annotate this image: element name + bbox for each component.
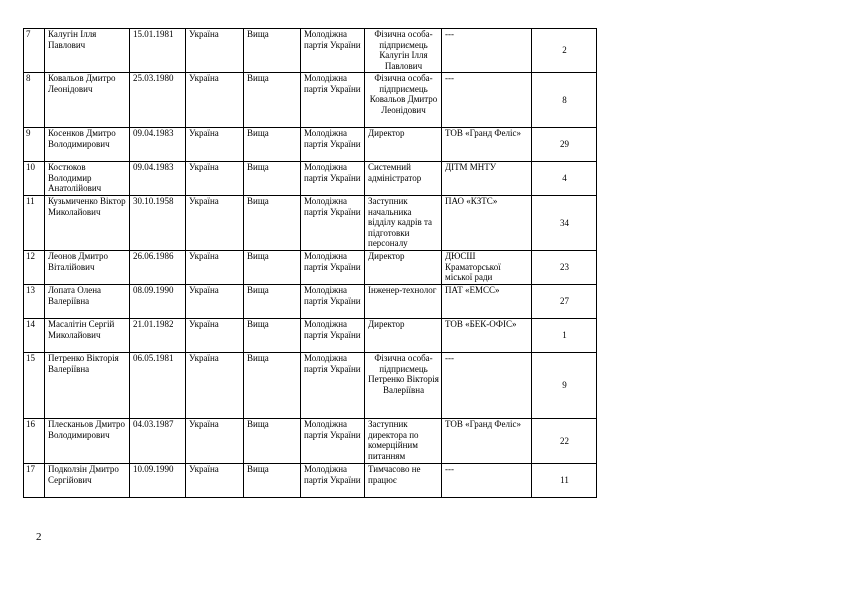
- row-number: 7: [24, 29, 45, 73]
- candidate-name: Петренко Вікторія Валеріївна: [45, 353, 130, 419]
- candidate-name: Подколзін Дмитро Сергійович: [45, 464, 130, 498]
- row-number: 11: [24, 196, 45, 251]
- citizenship: Україна: [186, 196, 244, 251]
- row-number: 12: [24, 251, 45, 285]
- citizenship: Україна: [186, 285, 244, 319]
- candidate-name: Кузьмиченко Віктор Миколайович: [45, 196, 130, 251]
- birth-date: 09.04.1983: [130, 162, 186, 196]
- party: Молодіжна партія України: [301, 128, 365, 162]
- table-row: [24, 162, 597, 196]
- table-row: [24, 128, 597, 162]
- citizenship: Україна: [186, 464, 244, 498]
- party: Молодіжна партія України: [301, 162, 365, 196]
- candidate-name: Плесканьов Дмитро Володимирович: [45, 419, 130, 464]
- table-body: [24, 29, 597, 498]
- votes: 27: [532, 285, 597, 319]
- citizenship: Україна: [186, 251, 244, 285]
- party: Молодіжна партія України: [301, 464, 365, 498]
- citizenship: Україна: [186, 128, 244, 162]
- row-number: 14: [24, 319, 45, 353]
- party: Молодіжна партія України: [301, 319, 365, 353]
- education: Вища: [244, 464, 301, 498]
- workplace: ДЮСШ Краматорської міської ради: [442, 251, 532, 285]
- birth-date: 21.01.1982: [130, 319, 186, 353]
- workplace: ТОВ «БЕК-ОФІС»: [442, 319, 532, 353]
- position: Інженер-технолог: [365, 285, 442, 319]
- table-row: [24, 285, 597, 319]
- position: Директор: [365, 319, 442, 353]
- table-row: [24, 251, 597, 285]
- workplace: ---: [442, 29, 532, 73]
- birth-date: 08.09.1990: [130, 285, 186, 319]
- education: Вища: [244, 251, 301, 285]
- party: Молодіжна партія України: [301, 73, 365, 128]
- education: Вища: [244, 29, 301, 73]
- birth-date: 06.05.1981: [130, 353, 186, 419]
- candidates-table: [23, 28, 597, 498]
- citizenship: Україна: [186, 29, 244, 73]
- education: Вища: [244, 353, 301, 419]
- candidate-name: Ковальов Дмитро Леонідович: [45, 73, 130, 128]
- workplace: ---: [442, 73, 532, 128]
- table-row: [24, 419, 597, 464]
- candidate-name: Косенков Дмитро Володимирович: [45, 128, 130, 162]
- page-number: 2: [36, 531, 42, 543]
- table-row: [24, 73, 597, 128]
- citizenship: Україна: [186, 419, 244, 464]
- birth-date: 04.03.1987: [130, 419, 186, 464]
- row-number: 8: [24, 73, 45, 128]
- position: Фізична особа-підприємець Петренко Вікторія Валеріївна: [365, 353, 442, 419]
- birth-date: 25.03.1980: [130, 73, 186, 128]
- education: Вища: [244, 73, 301, 128]
- row-number: 16: [24, 419, 45, 464]
- table-row: [24, 319, 597, 353]
- table-row: [24, 353, 597, 419]
- party: Молодіжна партія України: [301, 251, 365, 285]
- education: Вища: [244, 319, 301, 353]
- workplace: ---: [442, 464, 532, 498]
- citizenship: Україна: [186, 73, 244, 128]
- education: Вища: [244, 196, 301, 251]
- position: Фізична особа-підприємець Калугін Ілля Павлович: [365, 29, 442, 73]
- candidate-name: Леонов Дмитро Віталійович: [45, 251, 130, 285]
- birth-date: 09.04.1983: [130, 128, 186, 162]
- votes: 29: [532, 128, 597, 162]
- votes: 11: [532, 464, 597, 498]
- workplace: ---: [442, 353, 532, 419]
- position: Заступник начальника відділу кадрів та підготовки персоналу: [365, 196, 442, 251]
- candidate-name: Костюков Володимир Анатолійович: [45, 162, 130, 196]
- votes: 34: [532, 196, 597, 251]
- position: Заступник директора по комерційним питанням: [365, 419, 442, 464]
- row-number: 9: [24, 128, 45, 162]
- education: Вища: [244, 285, 301, 319]
- education: Вища: [244, 162, 301, 196]
- party: Молодіжна партія України: [301, 419, 365, 464]
- birth-date: 15.01.1981: [130, 29, 186, 73]
- row-number: 13: [24, 285, 45, 319]
- table-row: [24, 464, 597, 498]
- votes: 4: [532, 162, 597, 196]
- position: Директор: [365, 251, 442, 285]
- candidate-name: Масалітін Сергій Миколайович: [45, 319, 130, 353]
- candidate-name: Калугін Ілля Павлович: [45, 29, 130, 73]
- birth-date: 10.09.1990: [130, 464, 186, 498]
- education: Вища: [244, 128, 301, 162]
- row-number: 15: [24, 353, 45, 419]
- citizenship: Україна: [186, 353, 244, 419]
- party: Молодіжна партія України: [301, 285, 365, 319]
- votes: 9: [532, 353, 597, 419]
- votes: 22: [532, 419, 597, 464]
- workplace: ТОВ «Гранд Феліс»: [442, 128, 532, 162]
- birth-date: 30.10.1958: [130, 196, 186, 251]
- votes: 8: [532, 73, 597, 128]
- row-number: 10: [24, 162, 45, 196]
- position: Системний адміністратор: [365, 162, 442, 196]
- position: Тимчасово не працює: [365, 464, 442, 498]
- workplace: ПАО «КЗТС»: [442, 196, 532, 251]
- row-number: 17: [24, 464, 45, 498]
- citizenship: Україна: [186, 319, 244, 353]
- citizenship: Україна: [186, 162, 244, 196]
- table-row: [24, 196, 597, 251]
- party: Молодіжна партія України: [301, 353, 365, 419]
- education: Вища: [244, 419, 301, 464]
- votes: 2: [532, 29, 597, 73]
- workplace: ПАТ «ЕМСС»: [442, 285, 532, 319]
- table-row: [24, 29, 597, 73]
- votes: 1: [532, 319, 597, 353]
- party: Молодіжна партія України: [301, 29, 365, 73]
- birth-date: 26.06.1986: [130, 251, 186, 285]
- position: Фізична особа-підприємець Ковальов Дмитро Леонідович: [365, 73, 442, 128]
- workplace: ДІТМ МНТУ: [442, 162, 532, 196]
- candidate-name: Лопата Олена Валеріївна: [45, 285, 130, 319]
- workplace: ТОВ «Гранд Феліс»: [442, 419, 532, 464]
- votes: 23: [532, 251, 597, 285]
- party: Молодіжна партія України: [301, 196, 365, 251]
- position: Директор: [365, 128, 442, 162]
